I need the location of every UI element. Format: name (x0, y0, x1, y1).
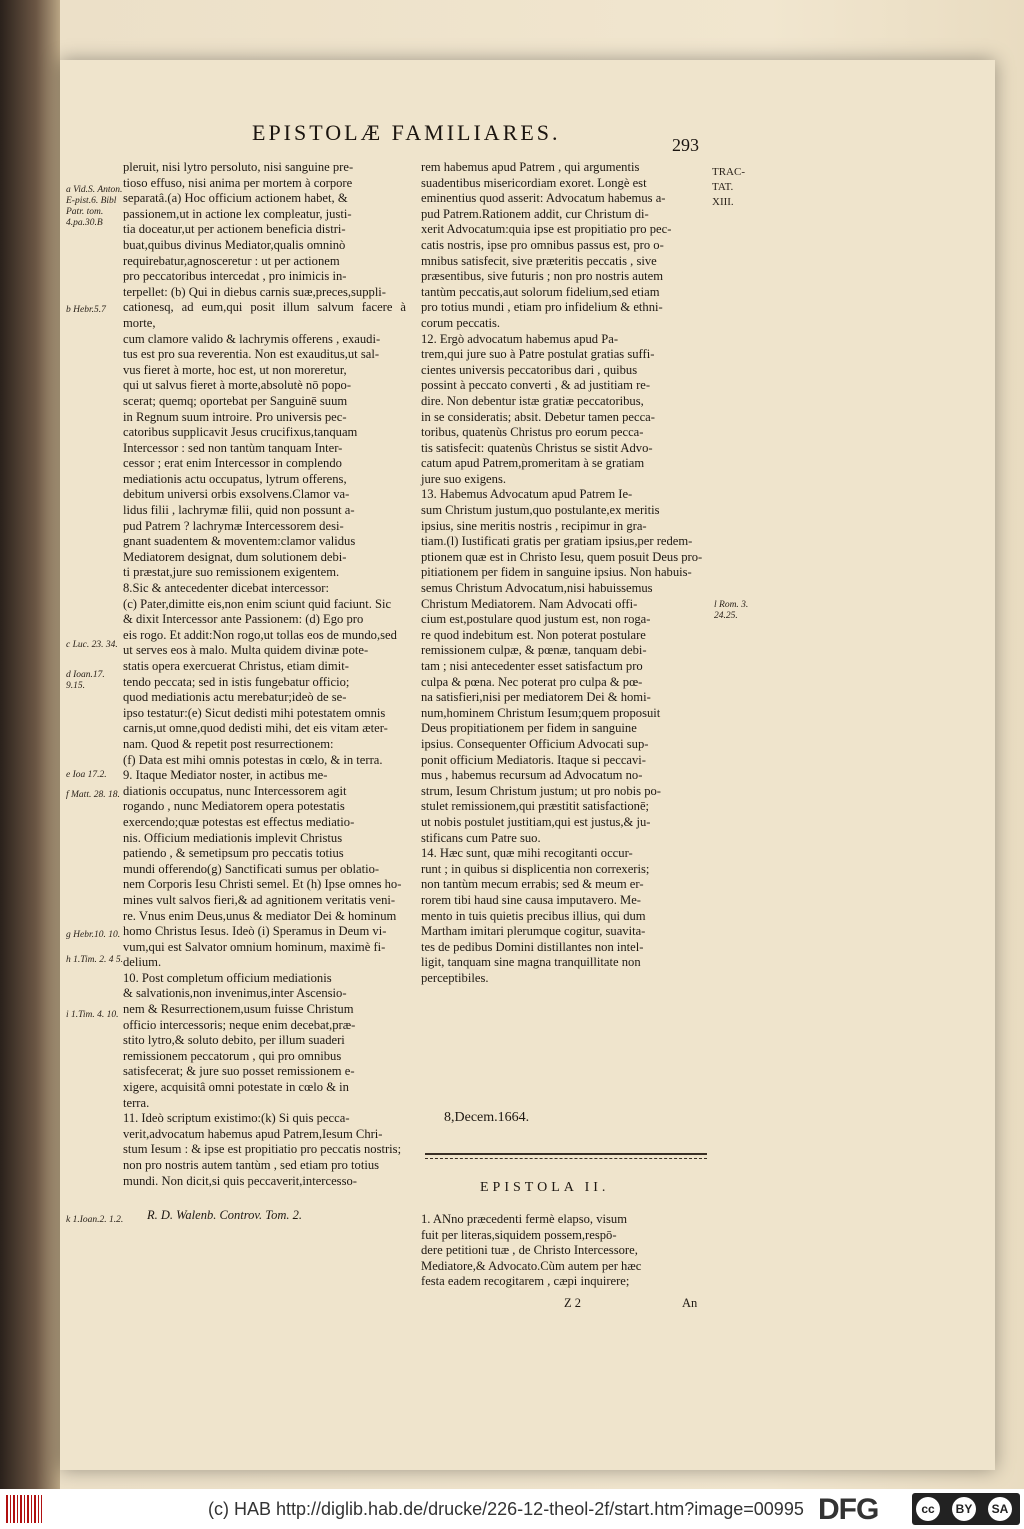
text-line: eminentius quod asserit: Advocatum habemus a- (421, 191, 666, 206)
text-line: tiam.(l) Iustificati gratis per gratiam ipsius,per redem- (421, 534, 693, 549)
text-line: non tantùm mecum errabis; sed & meum er- (421, 877, 644, 892)
text-line: nis. Officium mediationis implevit Christus (123, 830, 343, 845)
text-line: terra. (123, 1095, 150, 1110)
text-line: non pro nostris autem tantùm , sed etiam pro totius (123, 1158, 380, 1172)
text-line: nem & Resurrectionem,usum fuisse Christum (123, 1002, 354, 1017)
text-line: ligit, tanquam sine magna tranquillitate non (421, 955, 641, 970)
text-line: na satisfieri,nisi per mediatorem Dei & homi- (421, 690, 651, 705)
text-line: Mediatore,& Advocato.Cùm autem per hæc (421, 1258, 642, 1273)
tractat-tab-2: TAT. (712, 181, 734, 193)
margin-note: k 1.Ioan.2. 1.2. (66, 1215, 124, 1225)
text-line: cationesq, ad eum,qui posit illum salvum facere à morte, (123, 300, 406, 330)
text-line: 10. Post completum officium mediationis (123, 970, 332, 985)
text-line: tantùm peccatis,aut solorum fidelium,sed etiam (421, 284, 660, 299)
text-line: tendo peccata; sed in istis fungebatur officio; (123, 674, 350, 689)
text-line: mento in tuis quietis precibus illius, qui dum (421, 908, 646, 923)
text-line: 12. Ergò advocatum habemus apud Pa- (421, 331, 619, 346)
text-line: ipso testatur:(e) Sicut dedisti mihi potestatem omnis (123, 705, 386, 720)
text-line: pro peccatoribus intercedat , pro inimicis in- (123, 269, 347, 284)
text-line: & dixit Intercessor ante Passionem: (d) Ego pro (123, 612, 364, 627)
epistola-title: EPISTOLA II. (480, 1180, 610, 1195)
margin-note: f Matt. 28. 18. (66, 790, 120, 800)
text-line: corum peccatis. (421, 315, 501, 330)
text-line: in Regnum suum introire. Pro universis pec- (123, 409, 347, 424)
text-line: Martham imitari plerumque cogitur, suavita- (421, 924, 646, 939)
text-line: stum Iesum : & ipse est propitiatio pro peccatis nostris; (123, 1142, 402, 1157)
text-line: ipsius, sine meritis nostris , recipimur in gra- (421, 518, 647, 533)
text-line: (c) Pater,dimitte eis,non enim sciunt quid faciunt. Sic (123, 596, 392, 611)
text-line: remissionem culpæ, & pœnæ, tanquam debi- (421, 643, 647, 658)
text-line: xerit Advocatum:quia ipse est propitiatio pro pec- (421, 222, 672, 237)
text-line: Mediatorem designat, dum solutionem debi- (123, 549, 347, 564)
text-line: cum clamore valido & lachrymis offerens , exaudi- (123, 331, 381, 346)
text-line: mundi offerendo(g) Sanctificati sumus per oblatio- (123, 861, 380, 876)
text-line: 14. Hæc sunt, quæ mihi recogitanti occur- (421, 846, 633, 861)
left-custos: R. D. Walenb. Controv. Tom. 2. (147, 1208, 302, 1222)
text-line: runt ; in quibus si displicentia non correxeris; (421, 861, 650, 876)
text-line: suadentibus misericordiam exoret. Longè est (421, 175, 647, 190)
text-line: pud Patrem.Rationem addit, cur Christum di- (421, 206, 649, 221)
text-line: separatâ.(a) Hoc officium actionem habet, & (123, 191, 348, 206)
text-line: delium. (123, 955, 162, 970)
text-line: requirebatur,agnosceretur : ut per actionem (123, 253, 340, 268)
left-text-column (123, 160, 406, 1189)
text-line: culpa & pœna. Nec poterat pro culpa & pœ- (421, 674, 643, 689)
text-line: dire. Non debentur istæ gratiæ peccatoribus, (421, 393, 644, 408)
text-line: pitiationem per fidem in sanguine ipsius. Non habuis- (421, 565, 692, 580)
text-line: rogando , nunc Mediatorem opera potestatis (123, 799, 345, 814)
text-line: nam. Quod & repetit post resurrectionem: (123, 736, 334, 751)
text-line: ut serves eos à malo. Multa quidem divinæ pote- (123, 643, 369, 658)
text-line: qui ut salvus fieret à morte,absolutè nō popo- (123, 378, 352, 393)
text-line: stificans cum Patre suo. (421, 830, 541, 845)
text-line: trem,qui jure suo à Patre postulat gratias suffi- (421, 347, 655, 362)
text-line: catum apud Patrem,promeritam à se gratiam (421, 456, 645, 471)
text-line: toribus, quatenùs Christus pro eorum pecca- (421, 425, 644, 440)
text-line: patiendo , & semetipsum pro peccatis totius (123, 846, 344, 861)
margin-note: d Ioan.17. 9.15. (66, 670, 105, 691)
text-line: passionem,ut in actione lex compleatur, justi- (123, 206, 352, 221)
text-line: fuit per literas,siquidem possem,respō- (421, 1227, 617, 1242)
section-rule (425, 1153, 707, 1155)
text-line: stito lytro,& soluto debito, per illum suaderi (123, 1033, 345, 1048)
text-line: tam ; nisi antecedenter esset satisfactum pro (421, 659, 643, 673)
text-line: perceptibiles. (421, 970, 489, 985)
text-line: & salvationis,non invenimus,inter Ascensio- (123, 986, 347, 1001)
text-line: possint à peccato converti , & ad justitiam re- (421, 378, 651, 393)
text-line: buat,quibus divinus Mediator,qualis omninò (123, 237, 346, 252)
cc-license-badge[interactable] (912, 1493, 1020, 1525)
text-line: pleruit, nisi lytro persoluto, nisi sanguine pre- (123, 160, 354, 174)
margin-note: a Vid.S. Anton. E-pist.6. Bibl Patr. tom. 4.pa.30.B (66, 185, 123, 228)
text-line: ipsius. Consequenter Officium Advocati sup- (421, 736, 649, 751)
text-line: lidus filii , lachrymæ filii, quid non possunt a- (123, 503, 355, 518)
text-line: dere petitioni tuæ , de Christo Intercessore, (421, 1243, 638, 1258)
signature-mark: Z 2 (564, 1296, 582, 1310)
text-line: in se consideratis; absit. Debetur tamen pecca- (421, 409, 655, 424)
margin-note: h 1.Tim. 2. 4 5. (66, 955, 124, 965)
text-line: scerat; quemq; oportebat per Sanguinē suum (123, 393, 348, 408)
text-line: officio intercessoris; neque enim decebat,præ- (123, 1017, 356, 1032)
text-line: terpellet: (b) Qui in diebus carnis suæ,preces,suppli- (123, 284, 387, 299)
book-binding-edge (0, 0, 60, 1489)
text-line: 13. Habemus Advocatum apud Patrem Ie- (421, 487, 633, 502)
text-line: Christum Mediatorem. Nam Advocati offi- (421, 596, 638, 611)
text-line: mundi. Non dicit,si quis peccaverit,intercesso- (123, 1173, 357, 1188)
text-line: exercendo;quæ potestas est effectus mediatio- (123, 814, 355, 829)
margin-note: i 1.Tim. 4. 10. (66, 1010, 119, 1020)
text-line: 9. Itaque Mediator noster, in actibus me- (123, 768, 328, 783)
text-line: festa eadem recogitarem , cæpi inquirere; (421, 1274, 630, 1289)
text-line: diationis occupatus, nunc Intercessorem agit (123, 783, 347, 798)
text-line: re quod indebitum est. Non poterat postulare (421, 627, 646, 642)
text-line: mnibus satisfecit, sive præteritis peccatis , sive (421, 253, 657, 268)
text-line: cessor ; erat enim Intercessor in complendo (123, 456, 342, 471)
copyright-link[interactable]: (c) HAB http://diglib.hab.de/drucke/226-12-theol-2f/start.htm?image=00995 (208, 1499, 804, 1519)
viewer-footer (0, 1489, 1024, 1529)
text-line: remissionem peccatorum , qui pro omnibus (123, 1048, 342, 1063)
text-line: tus est pro sua reverentia. Non est exauditus,ut sal- (123, 347, 380, 362)
text-line: Deus propitiationem per fidem in sanguine (421, 721, 637, 736)
text-line: gnant suadentem & moventem:clamor validus (123, 534, 356, 549)
margin-note: b Hebr.5.7 (66, 305, 106, 315)
text-line: mediationis actu occupatus, lytrum offerens, (123, 471, 347, 486)
text-line: rorem tibi haud sine causa imputavero. Me- (421, 892, 641, 907)
text-line: vus fieret à morte, hoc est, ut non moreretur, (123, 362, 347, 377)
text-line: catoribus supplicavit Jesus crucifixus,tanquam (123, 425, 358, 440)
running-header: EPISTOLÆ FAMILIARES. (252, 120, 561, 145)
text-line: verit,advocatum habemus apud Patrem,Iesum Chri- (123, 1126, 383, 1141)
text-line: tioso effuso, nisi anima per mortem à corpore (123, 175, 353, 190)
sa-icon: SA (988, 1497, 1012, 1521)
barcode-icon (6, 1495, 42, 1523)
text-line: strum, Iesum Christum justum; ut pro nobis po- (421, 783, 661, 798)
text-line: tis satisfecit: quatenùs Christus se sistit Advo- (421, 440, 653, 455)
tractat-tab-1: TRAC- (712, 166, 745, 178)
dfg-logo: DFG (818, 1493, 879, 1526)
text-line: 8.Sic & antecedenter dicebat intercessor: (123, 581, 329, 596)
text-line: tes de pedibus Domini distillantes non intel- (421, 939, 644, 954)
text-line: cium est,postulare quod justum est, non roga- (421, 612, 651, 627)
text-line: re. Vnus enim Deus,unus & mediator Dei & hominum (123, 908, 397, 923)
text-line: ponit officium Mediatoris. Itaque si peccavi- (421, 752, 646, 767)
text-line: eis rogo. Et addit:Non rogo,ut tollas eos de mundo,sed (123, 627, 397, 642)
text-line: debitum universi orbis exsolvens.Clamor va- (123, 487, 350, 502)
by-icon: BY (952, 1497, 976, 1521)
margin-note: g Hebr.10. 10. (66, 930, 121, 940)
text-line: sum Christum justum,quo postulante,ex meritis (421, 503, 660, 518)
text-line: 1. ANno præcedenti fermè elapso, visum (421, 1212, 628, 1226)
epistola-text (421, 1212, 708, 1290)
letter-date: 8,Decem.1664. (444, 1110, 530, 1125)
section-rule-dashed (425, 1158, 707, 1159)
text-line: cientes universis peccatoribus dari , quibus (421, 362, 638, 377)
text-line: tia doceatur,ut per actionem beneficia distri- (123, 222, 346, 237)
margin-note: e Ioa 17.2. (66, 770, 107, 780)
text-line: ti præstat,jure suo remissionem exigentem. (123, 565, 340, 580)
page-number: 293 (672, 135, 699, 155)
text-line: pro totius mundi , etiam pro infidelium & ethni- (421, 300, 663, 315)
cc-icon: cc (916, 1497, 940, 1521)
text-line: num,hominem Christum Iesum;quem proposuit (421, 705, 661, 720)
text-line: catis nostris, ipse pro omnibus passus est, pro o- (421, 237, 664, 252)
text-line: ut nobis postulet justitiam,qui est justus,& ju- (421, 814, 651, 829)
text-line: nem Corporis Iesu Christi semel. Et (h) Ipse omnes ho- (123, 877, 402, 892)
tractat-tab-3: XIII. (712, 196, 734, 208)
right-text-column (421, 160, 708, 986)
text-line: semus Christum Advocatum,nisi habuissemus (421, 581, 653, 596)
text-line: satisfecerat; & jure suo posset remissionem e- (123, 1064, 355, 1079)
margin-note: l Rom. 3. 24.25. (714, 600, 749, 621)
text-line: statis opera exercuerat Christus, etiam dimit- (123, 659, 349, 673)
text-line: xigere, acquisitâ omni potestate in cœlo & in (123, 1080, 349, 1095)
text-line: mus , habemus recursum ad Advocatum no- (421, 768, 643, 783)
text-line: præsentibus, sive futuris ; non pro nostris autem (421, 269, 664, 284)
text-line: stulet remissionem,qui præstitit satisfactionē; (421, 799, 650, 814)
text-line: quod mediationis actu merebatur;ideò de se- (123, 690, 347, 705)
text-line: (f) Data est mihi omnis potestas in cœlo, & in terra. (123, 752, 383, 767)
text-line: pud Patrem ? lachrymæ Intercessorem desi- (123, 518, 344, 533)
text-line: 11. Ideò scriptum existimo:(k) Si quis pecca- (123, 1111, 350, 1126)
text-line: vum,qui est Salvator omnium hominum, maximè fi- (123, 939, 386, 954)
text-line: carnis,ut omne,quod dedisti mihi, det eis vitam æter- (123, 721, 388, 736)
text-line: homo Christus Iesus. Ideò (i) Speramus in Deum vi- (123, 924, 387, 939)
catchword: An (682, 1296, 698, 1310)
text-line: mines vult salvos fieri,& ad agnitionem veritatis veni- (123, 892, 396, 907)
text-line: rem habemus apud Patrem , qui argumentis (421, 160, 640, 174)
text-line: ptionem quæ est in Christo Iesu, quem posuit Deus pro- (421, 549, 703, 564)
text-line: jure suo exigens. (421, 471, 506, 486)
text-line: Intercessor : sed non tantùm tanquam Inter- (123, 440, 343, 455)
margin-note: c Luc. 23. 34. (66, 640, 118, 650)
